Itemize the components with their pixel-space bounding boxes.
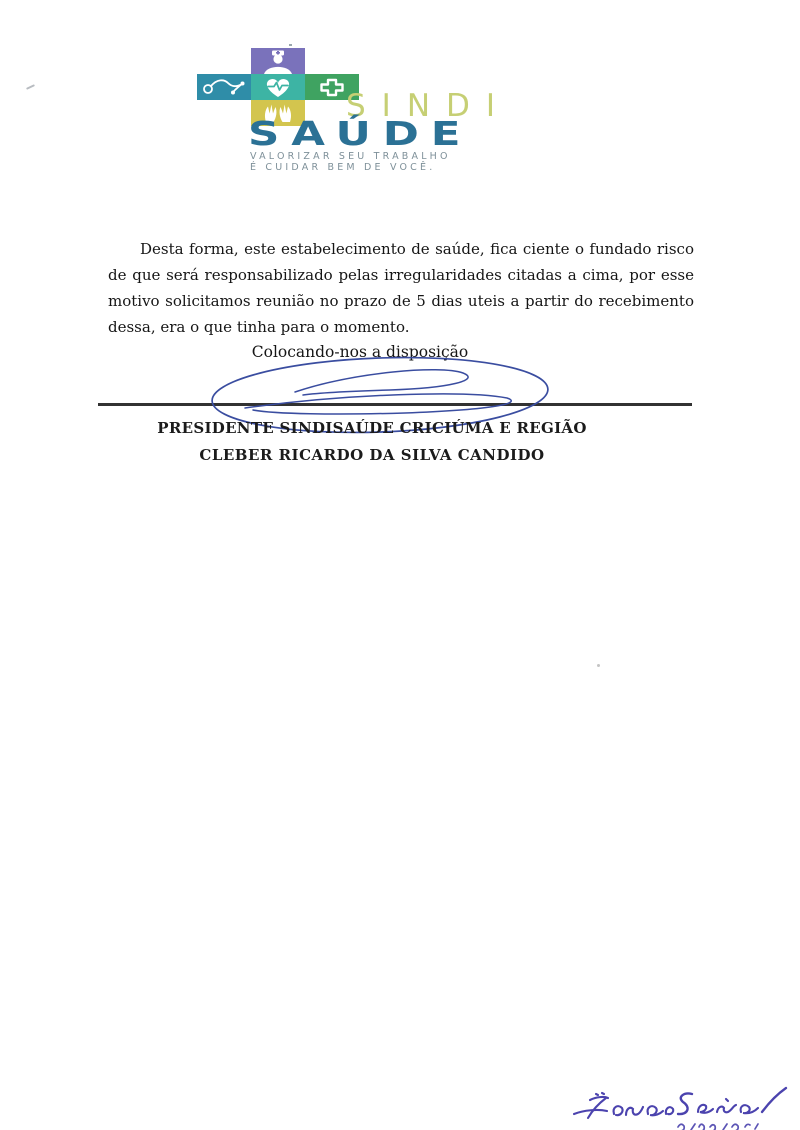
- body-paragraph: Desta forma, este estabelecimento de saúde, fica ciente o fundado risco de que será responsabilizado pelas irregularidades citadas a cima, por esse motivo solicitamos reunião no prazo de 5 dias uteis a partir do recebimento dessa, era o que tinha para o momento.: [108, 240, 694, 336]
- stethoscope-icon: [197, 74, 251, 100]
- logo-tagline-line1: VALORIZAR SEU TRABALHO: [250, 151, 451, 162]
- logo-cross-cell-purple: [251, 48, 305, 74]
- heart-pulse-icon: [251, 74, 305, 100]
- scan-speck: [289, 44, 292, 46]
- signature-title: PRESIDENTE SINDISAÚDE CRICIÚMA E REGIÃO: [157, 419, 587, 437]
- handwritten-signature: [560, 1086, 800, 1130]
- scan-speck: [597, 664, 600, 667]
- logo-cross-cell-blue: [197, 74, 251, 100]
- signature-name: CLEBER RICARDO DA SILVA CANDIDO: [199, 446, 545, 464]
- logo-cross-cell-teal: [251, 74, 305, 100]
- logo-text-sindi: SINDI: [346, 88, 512, 124]
- logo-tagline: [250, 152, 451, 173]
- nurse-icon: [251, 48, 305, 74]
- logo-tagline-line2: É CUIDAR BEM DE VOCÊ.: [250, 161, 436, 173]
- pen-stray-mark: [26, 84, 35, 90]
- closing-line: Colocando-nos a disposição: [251, 343, 469, 361]
- logo-text-saude: SAÚDE: [248, 114, 473, 153]
